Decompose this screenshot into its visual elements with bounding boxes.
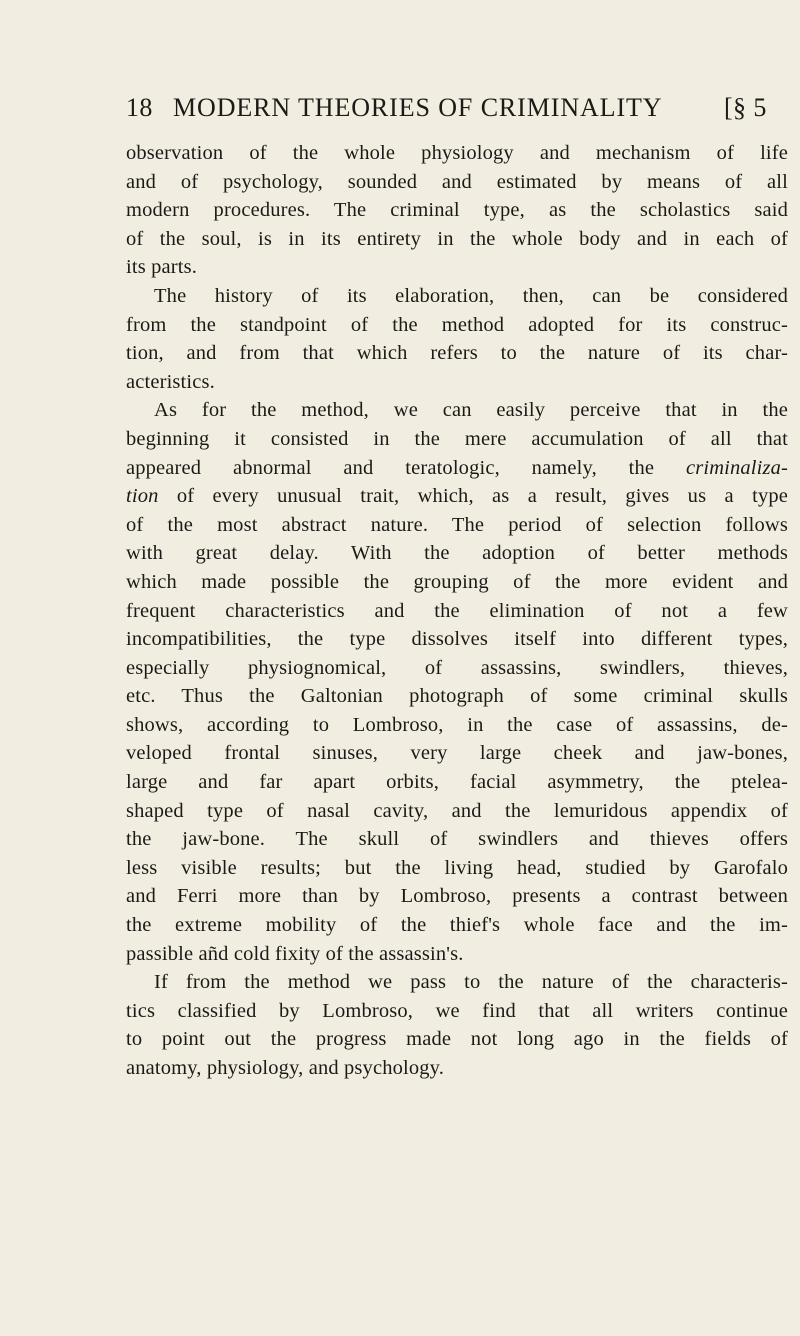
text-line: the jaw-bone. The skull of swindlers and thieves offers (126, 828, 788, 851)
text-line: of the most abstract nature. The period of selection follows (126, 513, 788, 536)
text-line: beginning it consisted in the mere accumulation of all that (126, 427, 788, 450)
running-header (126, 92, 791, 124)
italic-term: criminaliza- (685, 456, 788, 479)
text-line: anatomy, physiology, and psychology. (126, 1057, 444, 1079)
text-line: etc. Thus the Galtonian photograph of some criminal skulls (126, 685, 788, 708)
text-segment: of every unusual trait, which, as a result, gives us a type (158, 485, 788, 508)
text-line: shaped type of nasal cavity, and the lemuridous appendix of (126, 799, 788, 822)
text-line: As for the method, we can easily perceive that in the (154, 399, 788, 422)
text-line: its parts. (126, 256, 197, 279)
text-line: incompatibilities, the type dissolves itself into different types, (126, 628, 788, 651)
text-line (126, 482, 788, 511)
text-line (126, 454, 788, 483)
text-line: of the soul, is in its entirety in the whole body and in each of (126, 227, 788, 250)
text-line: large and far apart orbits, facial asymmetry, the ptelea- (126, 771, 788, 794)
italic-term: tion (126, 485, 159, 508)
text-line: The history of its elaboration, then, can be considered (154, 284, 788, 307)
text-line: to point out the progress made not long ago in the fields of (126, 1028, 788, 1051)
text-line: frequent characteristics and the elimination of not a few (126, 599, 788, 622)
text-line: from the standpoint of the method adopted for its construc- (126, 313, 788, 336)
text-line: tion, and from that which refers to the nature of its char- (126, 342, 788, 365)
text-segment: appeared abnormal and teratologic, namely, the (126, 456, 686, 479)
page-number: 18 (126, 93, 153, 122)
text-line: with great delay. With the adoption of better methods (126, 542, 788, 565)
text-line: and Ferri more than by Lombroso, presents a contrast between (126, 885, 788, 908)
section-marker: [§ 5 (724, 93, 767, 122)
text-line: observation of the whole physiology and mechanism of life (126, 142, 788, 164)
running-title: MODERN THEORIES OF CRIMINALITY (173, 93, 663, 122)
text-line: which made possible the grouping of the more evident and (126, 570, 788, 593)
text-line: tics classified by Lombroso, we find that all writers continue (126, 999, 788, 1022)
text-line: the extreme mobility of the thief's whole face and the im- (126, 914, 788, 937)
text-line: If from the method we pass to the nature of the characteris- (154, 971, 788, 994)
text-line: modern procedures. The criminal type, as the scholastics said (126, 199, 788, 222)
text-line: veloped frontal sinuses, very large cheek and jaw-bones, (126, 742, 788, 765)
text-line: less visible results; but the living head, studied by Garofalo (126, 856, 788, 879)
text-line: especially physiognomical, of assassins, swindlers, thieves, (126, 656, 788, 679)
body-text (126, 139, 788, 1083)
text-line: acteristics. (126, 370, 215, 393)
text-line: and of psychology, sounded and estimated by means of all (126, 170, 788, 193)
text-line: shows, according to Lombroso, in the case of assassins, de- (126, 713, 788, 736)
text-line: passible añd cold fixity of the assassin's. (126, 942, 464, 965)
